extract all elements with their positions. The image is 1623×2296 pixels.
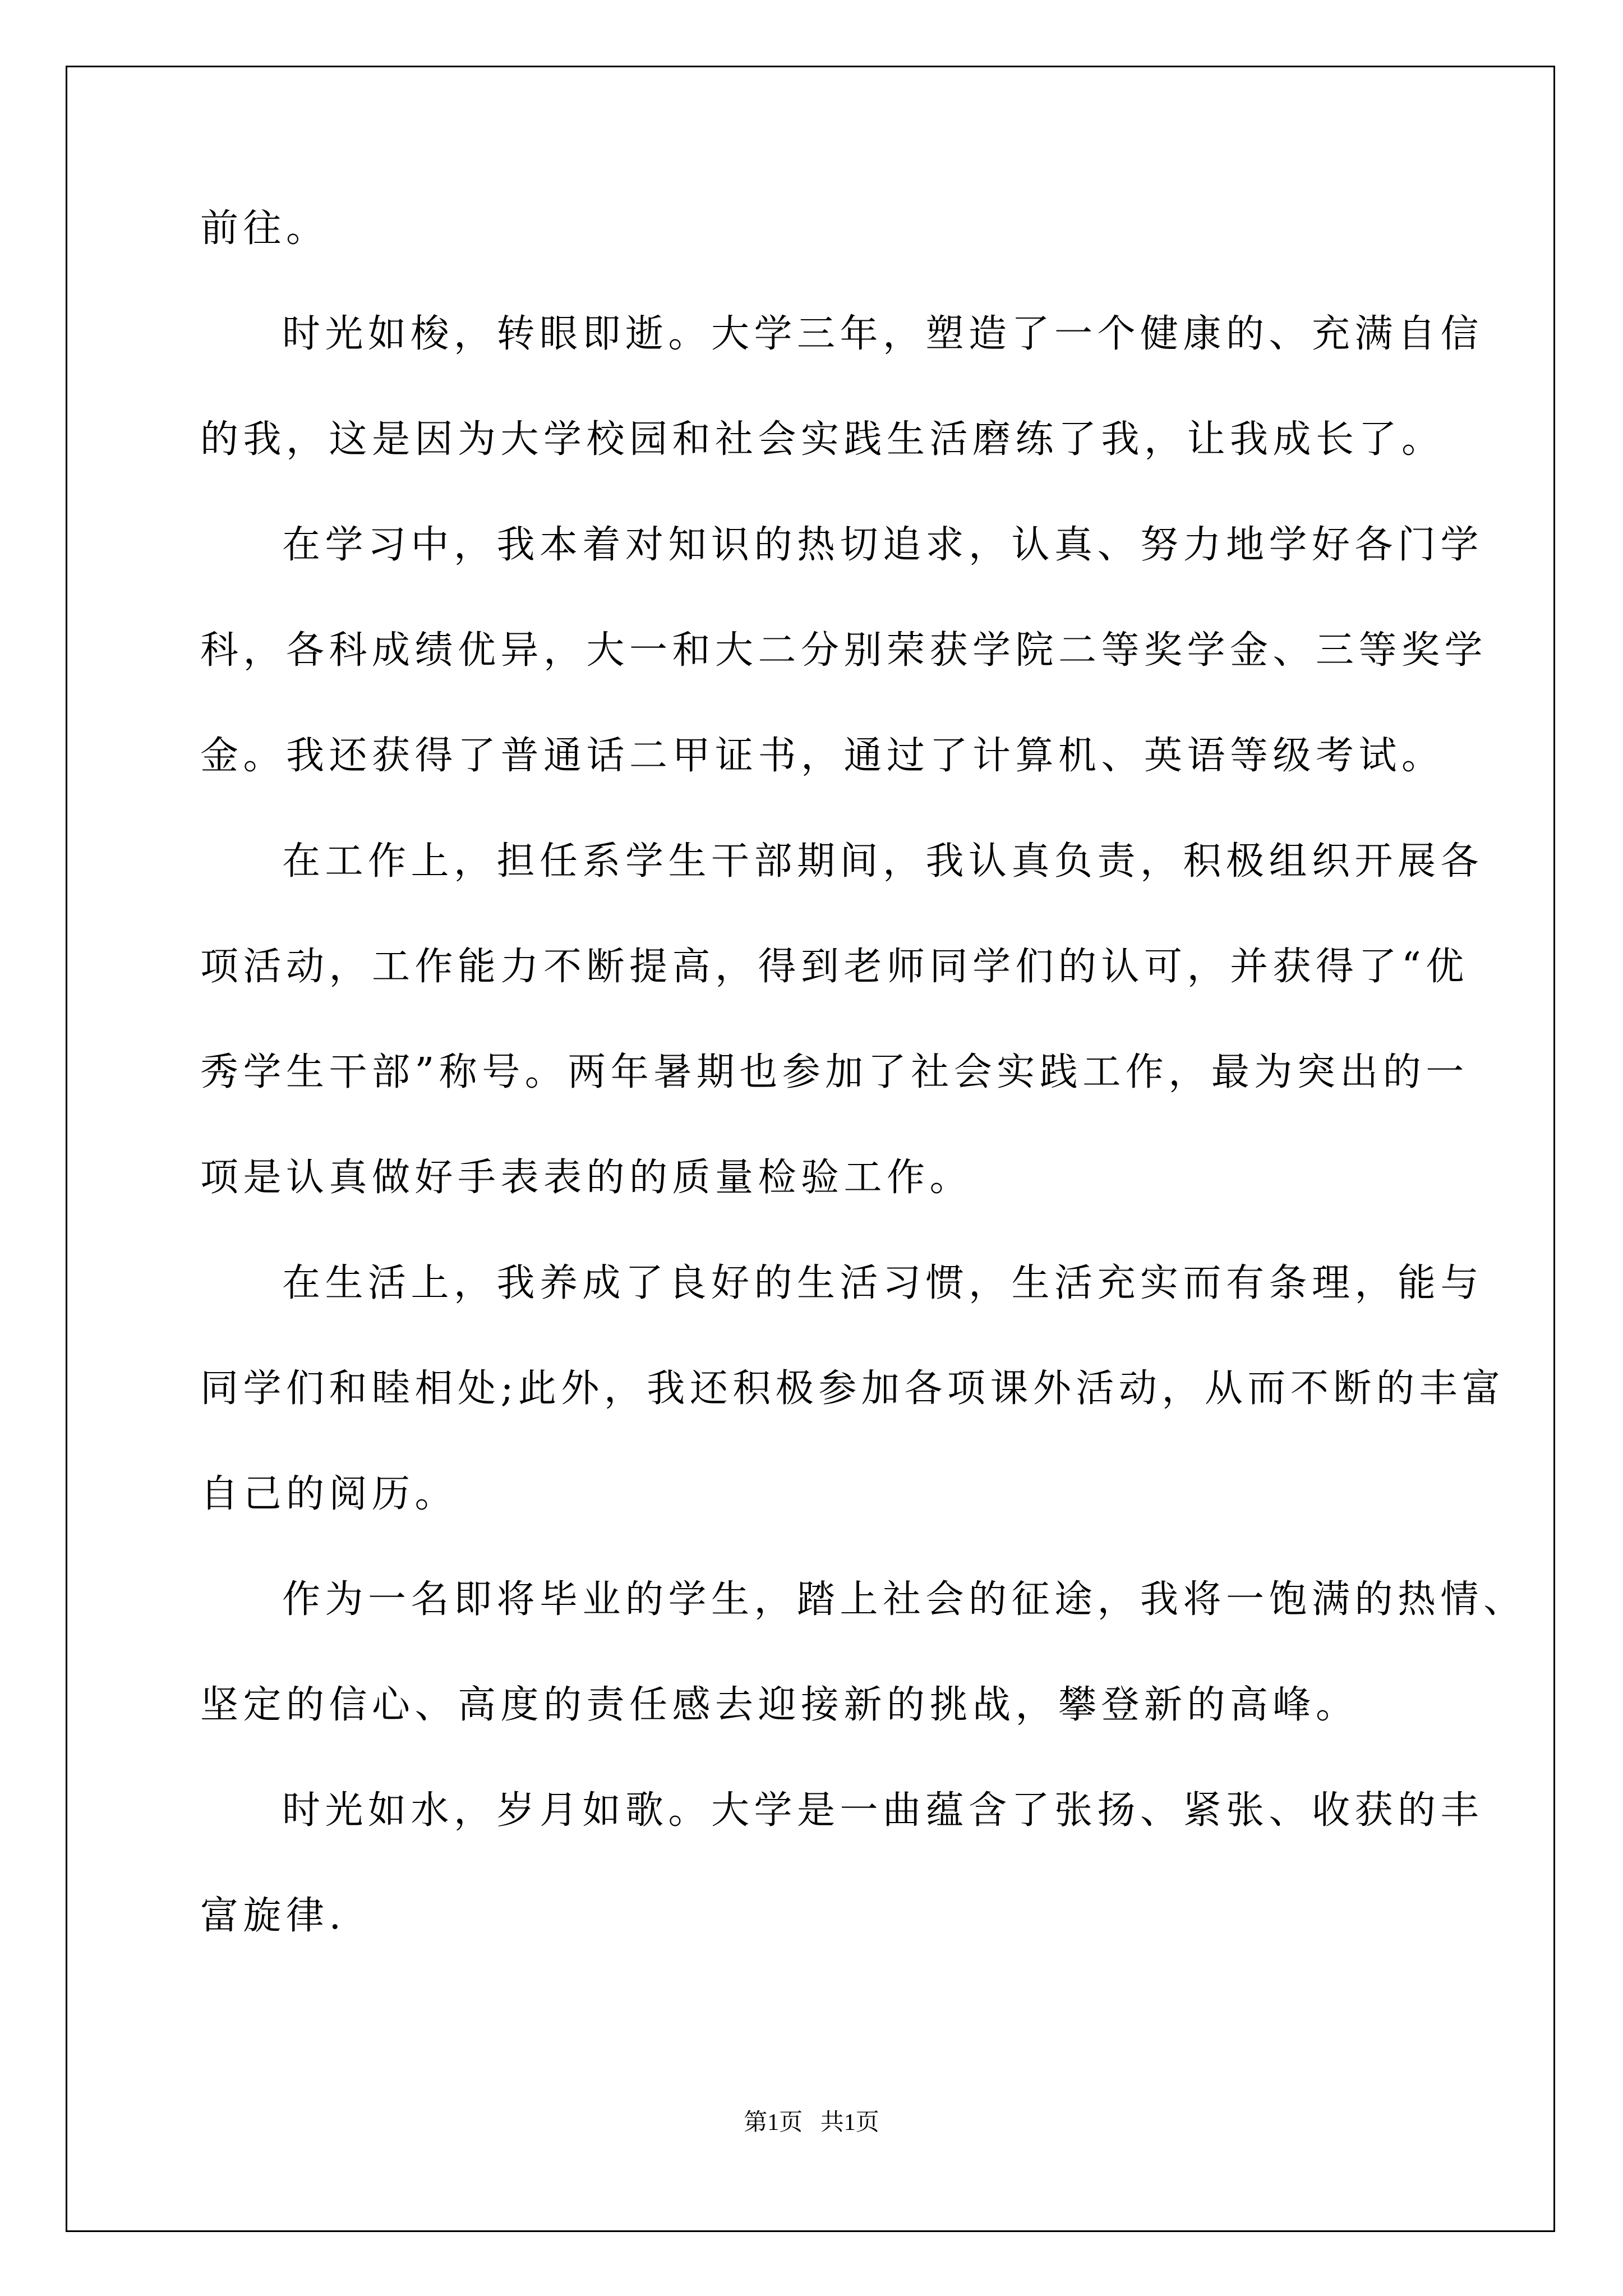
text-line: 项是认真做好手表表的的质量检验工作。 <box>200 1156 973 1200</box>
text-line: 项活动，工作能力不断提高，得到老师同学们的认可，并获得了“优 <box>200 945 1469 989</box>
text-line: 金。我还获得了普通话二甲证书，通过了计算机、英语等级考试。 <box>200 734 1445 778</box>
text-line: 作为一名即将毕业的学生，踏上社会的征途，我将一饱满的热情、 <box>282 1577 1527 1622</box>
text-line: 时光如水，岁月如歌。大学是一曲蕴含了张扬、紧张、收获的丰 <box>282 1788 1484 1833</box>
text-line: 科，各科成绩优异，大一和大二分别荣获学院二等奖学金、三等奖学 <box>200 628 1488 673</box>
text-line: 在学习中，我本着对知识的热切追求，认真、努力地学好各门学 <box>282 523 1484 567</box>
text-line: 坚定的信心、高度的责任感去迎接新的挑战，攀登新的高峰。 <box>200 1683 1359 1727</box>
text-line: 前往。 <box>200 206 329 251</box>
text-line: 自己的阅历。 <box>200 1472 458 1516</box>
text-line: 同学们和睦相处;此外，我还积极参加各项课外活动，从而不断的丰富 <box>200 1366 1505 1411</box>
text-line: 富旋律. <box>200 1894 346 1938</box>
text-line: 的我，这是因为大学校园和社会实践生活磨练了我，让我成长了。 <box>200 417 1445 462</box>
text-line: 在生活上，我养成了良好的生活习惯，生活充实而有条理，能与 <box>282 1261 1484 1305</box>
text-line: 时光如梭，转眼即逝。大学三年，塑造了一个健康的、充满自信 <box>282 312 1484 356</box>
text-line: 秀学生干部”称号。两年暑期也参加了社会实践工作，最为突出的一 <box>200 1050 1469 1094</box>
text-line: 在工作上，担任系学生干部期间，我认真负责，积极组织开展各 <box>282 839 1484 884</box>
page-number: 第1页 共1页 <box>744 2110 879 2136</box>
